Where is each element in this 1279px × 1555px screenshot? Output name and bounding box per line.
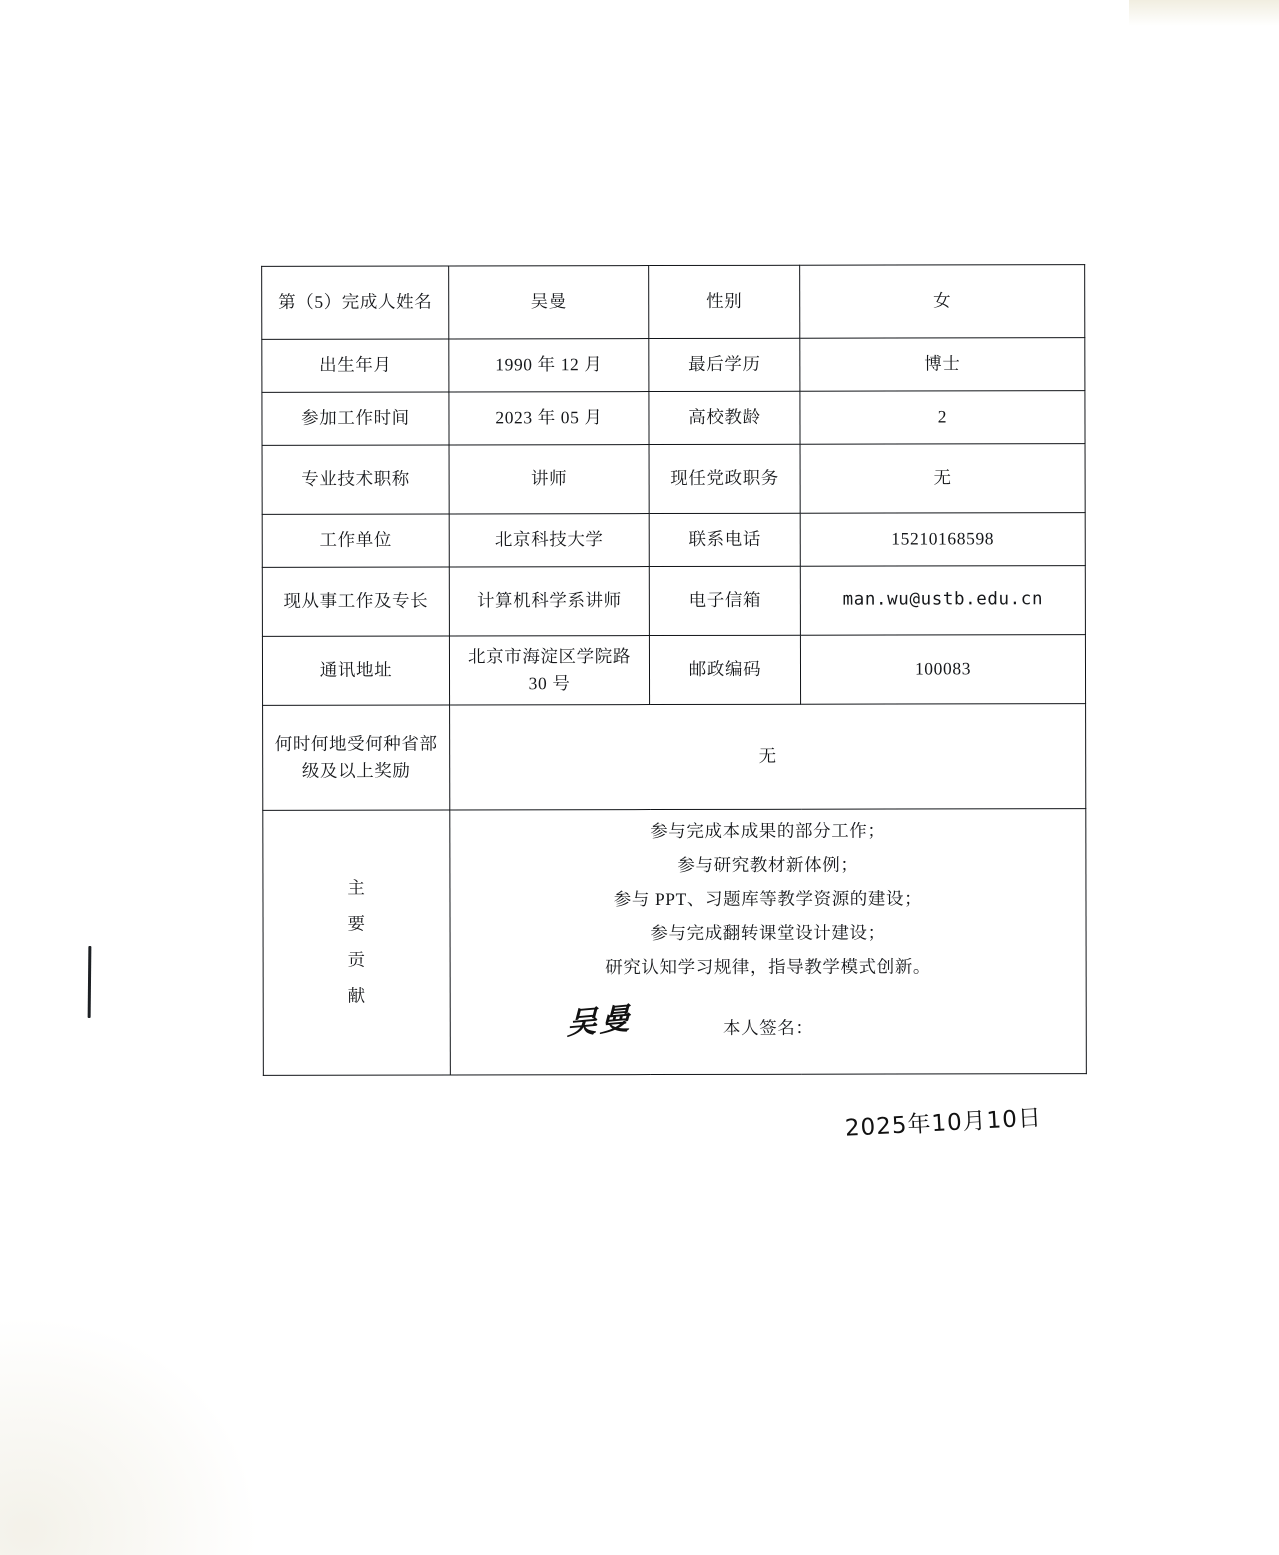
label-gender: 性别: [649, 265, 800, 338]
label-awards: 何时何地受何种省部级及以上奖励: [263, 705, 450, 810]
value-contributor-name: 吴曼: [449, 266, 649, 339]
value-highest-education: 博士: [800, 338, 1085, 392]
label-postcode: 邮政编码: [649, 635, 800, 704]
handwritten-signature: 吴曼: [566, 1001, 633, 1043]
value-email: man.wu@ustb.edu.cn: [800, 566, 1085, 636]
table-row: [262, 444, 1085, 515]
table-row: [262, 635, 1085, 706]
table-row: [262, 338, 1085, 393]
label-party-position: 现任党政职务: [649, 444, 800, 513]
value-gender: 女: [800, 265, 1085, 339]
table-row: [262, 566, 1085, 637]
label-professional-title: 专业技术职称: [262, 445, 449, 514]
contributor-info-table: [261, 264, 1087, 1142]
label-main-contribution: [263, 810, 451, 1075]
value-teaching-years: 2: [800, 391, 1085, 445]
value-awards: 无: [450, 704, 1086, 810]
contribution-label-char: 贡: [347, 949, 366, 970]
table-row: [262, 265, 1085, 340]
value-party-position: 无: [800, 444, 1085, 514]
table-row-contribution: [263, 809, 1087, 1076]
value-birth-date: 1990 年 12 月: [449, 339, 649, 392]
table-row: [262, 513, 1085, 568]
label-email: 电子信箱: [649, 566, 800, 635]
value-address: 北京市海淀区学院路 30 号: [449, 636, 649, 705]
table-row-awards: [263, 704, 1086, 811]
contribution-line: 参与 PPT、习题库等教学资源的建设；: [613, 888, 923, 910]
label-current-work: 现从事工作及专长: [262, 567, 449, 636]
label-contributor-name: 第（5）完成人姓名: [262, 266, 449, 339]
contribution-line: 参与研究教材新体例；: [677, 854, 859, 875]
scan-tint-top-right: [1129, 0, 1279, 26]
contribution-line: 参与完成本成果的部分工作；: [650, 820, 886, 842]
signature-row: [459, 1001, 1078, 1142]
label-work-unit: 工作单位: [262, 514, 449, 567]
value-postcode: 100083: [800, 635, 1085, 705]
contribution-line: 参与完成翻转课堂设计建设；: [650, 922, 886, 944]
contribution-text-block: [458, 816, 1077, 981]
contribution-label-char: 主: [347, 877, 366, 898]
handwritten-date: 2025年10月10日: [844, 1105, 1043, 1142]
margin-pen-mark: [88, 946, 92, 1018]
label-highest-education: 最后学历: [649, 338, 800, 391]
label-work-start-date: 参加工作时间: [262, 392, 449, 445]
signature-label: 本人签名：: [722, 1017, 814, 1038]
label-birth-date: 出生年月: [262, 339, 449, 392]
table-row: [262, 391, 1085, 446]
value-current-work: 计算机科学系讲师: [449, 567, 649, 636]
value-main-contribution: [450, 809, 1087, 1142]
value-work-start-date: 2023 年 05 月: [449, 392, 649, 445]
label-address: 通讯地址: [262, 636, 449, 705]
contribution-label-char: 献: [347, 985, 366, 1006]
label-phone: 联系电话: [649, 513, 800, 566]
value-phone: 15210168598: [800, 513, 1085, 567]
label-teaching-years: 高校教龄: [649, 391, 800, 444]
contribution-label-char: 要: [347, 913, 366, 934]
contribution-line: 研究认知学习规律，指导教学模式创新。: [605, 956, 932, 978]
value-work-unit: 北京科技大学: [449, 514, 649, 567]
value-professional-title: 讲师: [449, 445, 649, 514]
scan-tint-bottom-left: [0, 1315, 260, 1555]
